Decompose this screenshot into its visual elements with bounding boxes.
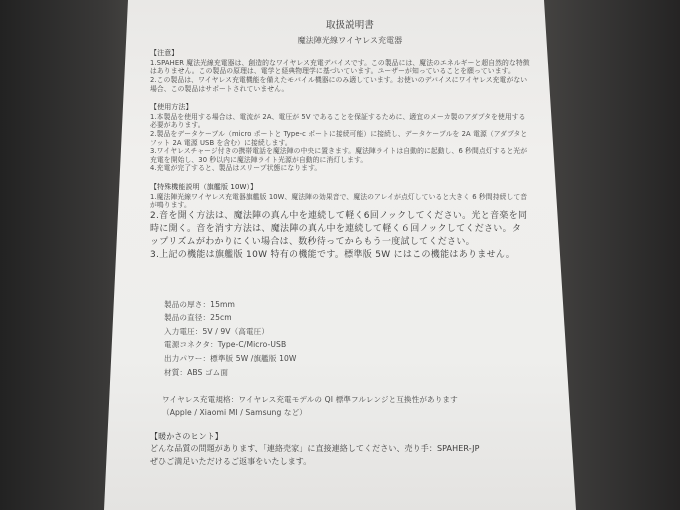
document-title: 取扱説明書: [325, 20, 374, 31]
hint-line: ぜひご満足いただけるご返事をいたします。: [150, 456, 312, 466]
spec-item: 製品の厚さ：15mm: [164, 299, 236, 309]
notice-paragraph: 1.SPAHER 魔法光線充電器は、創造的なワイヤレス充電デバイスです。この製品には、魔法のエネルギーと超自然的な特徴はありません。この製品の原理は、電学と経典物理学に基づいています。ユーザーが知っていることを願っています。: [150, 58, 530, 76]
spec-item: 入力電圧：5V / 9V（高電圧）: [164, 326, 270, 336]
wireless-standard-line: ワイヤレス充電規格：ワイヤレス充電モデルの QI 標準フルレンジと互換性があります: [162, 395, 458, 405]
special-body: [150, 210, 530, 262]
hint-heading: 【暖かさのヒント】: [150, 432, 223, 442]
document-body: [150, 22, 530, 468]
spec-item: 製品の直径：25cm: [164, 313, 232, 323]
wireless-standard: [150, 393, 530, 419]
spec-item: 電源コネクタ：Type-C/Micro-USB: [164, 340, 287, 350]
special-paragraph: 2.音を開く方法は、魔法陣の真ん中を連続して軽く6回ノックしてください。光と音楽を同時に開く。音を消す方法は、魔法陣の真ん中を連続して軽く６回ノックしてください。タップリズムがわかりにくい場合は、数秒待ってからもう一度試してください。: [150, 210, 528, 247]
spec-item: 出力パワー：標準版 5W /旗艦版 10W: [164, 354, 297, 364]
product-name: 魔法陣光線ワイヤレス充電器: [297, 35, 403, 45]
notice-heading: 【注意】: [150, 49, 179, 58]
usage-paragraph: 2.製品をデータケーブル（micro ポートと Type-c ポートに接続可能）に接続し、データケーブルを 2A 電源（アダプタとフット 2A 電源 USB を含む）に接続します。: [150, 129, 528, 147]
hint-line: どんな品質の問題があります、「連絡売家」に直接連絡してください、売り手：SPAHER-JP: [150, 443, 480, 453]
usage-heading: 【使用方法】: [150, 103, 193, 112]
usage-paragraph: 1.本製品を使用する場合は、電流が 2A、電圧が 5V であることを保証するために、適宜のメーカ製のアダプタを使用する必要があります。: [150, 112, 526, 130]
wireless-compat-line: （Apple / Xiaomi MI / Samsung など）: [162, 408, 307, 418]
special-heading: 【特殊機能説明（旗艦版 10W）】: [150, 182, 258, 191]
usage-paragraph: 4.充電が完了すると、製品はスリープ状態になります。: [150, 164, 322, 173]
special-paragraph: 3.上記の機能は旗艦版 10W 特有の機能です。標準版 5W にはこの機能はありません。: [150, 249, 516, 260]
spec-item: 材質：ABS ゴム面: [164, 367, 229, 377]
usage-paragraph: 3.ワイヤレスチャージ付きの携帯電話を魔法陣の中央に置きます。魔法陣ライトは自動的に起動し、6 秒間点灯すると光が充電を開始し、30 秒以内に魔法陣ライト光源が自動的に消灯します。: [150, 147, 528, 164]
spec-list: [150, 298, 530, 380]
notice-paragraph: 2.この製品は、ワイヤレス充電機能を備えたモバイル機器にのみ適しています。お使いのデバイスにワイヤレス充電がない場合、この製品はサポートされていません。: [150, 75, 528, 93]
special-intro: 1.魔法陣光線ワイヤレス充電器旗艦版 10W、魔法陣の効果音で、魔法のアレイが点灯していると大きく 6 秒間持続して音が鳴ります。: [150, 192, 528, 210]
